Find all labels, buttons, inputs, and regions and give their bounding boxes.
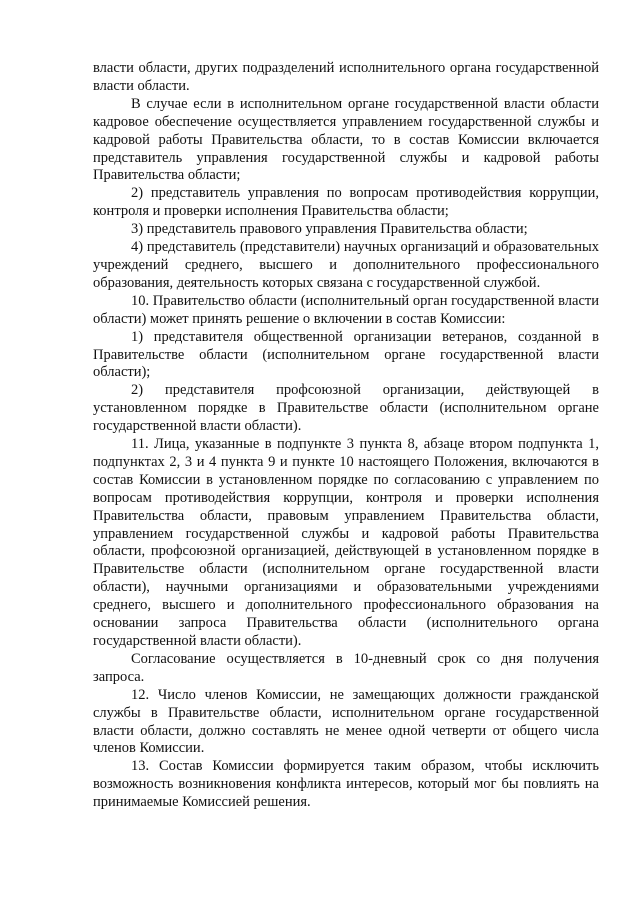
document-page <box>93 60 599 812</box>
paragraph-item-9-3: 3) представитель правового управления Правительства области; <box>131 221 528 238</box>
paragraph-hr-case: В случае если в исполнительном органе государственной власти области кадровое обеспечение осуществляется управлением государственной службы и кадровой работы Правительства области, то в состав Комиссии включается представитель управления государственной службы и кадровой работы Правительства области; <box>93 95 599 184</box>
paragraph-item-9-4: 4) представитель (представители) научных организаций и образовательных учреждений среднего, высшего и дополнительного профессионального образования, деятельность которых связана с государственной службой. <box>93 239 599 291</box>
paragraph-item-10-1: 1) представителя общественной организации ветеранов, созданной в Правительстве области (исполнительном органе государственной власти области); <box>93 328 599 381</box>
paragraph-approval-term: Согласование осуществляется в 10-дневный срок со дня получения запроса. <box>93 650 599 685</box>
paragraph-item-9-2: 2) представитель управления по вопросам противодействия коррупции, контроля и проверки исполнения Правительства области; <box>93 185 599 220</box>
paragraph-clause-11: 11. Лица, указанные в подпункте 3 пункта 8, абзаце втором подпункта 1, подпунктах 2, 3 и 4 пункта 9 и пункте 10 настоящего Положения, включаются в состав Комиссии в установленном порядке по согласованию с управлением по вопросам противодействия коррупции, контроля и проверки исполнения Правительства области, правовым управлением Правительства области, управлением государственной службы и кадровой работы Правительства области, профсоюзной организацией, действующей в установленном порядке в Правительстве области (исполнительном органе государственной власти области), научными организациями и образовательными учреждениями среднего, высшего и дополнительного профессионального образования на основании запроса Правительства области (исполнительного органа государственной власти области). <box>93 436 599 649</box>
paragraph-clause-10: 10. Правительство области (исполнительный орган государственной власти области) может принять решение о включении в состав Комиссии: <box>93 292 599 327</box>
paragraph-clause-12: 12. Число членов Комиссии, не замещающих должности гражданской службы в Правительстве области, исполнительном органе государственной власти области, должно составлять не менее одной четверти от общего числа членов Комиссии. <box>93 686 599 757</box>
paragraph-continuation: власти области, других подразделений исполнительного органа государственной власти области. <box>93 60 599 94</box>
paragraph-clause-13: 13. Состав Комиссии формируется таким образом, чтобы исключить возможность возникновения конфликта интересов, который мог бы повлиять на принимаемые Комиссией решения. <box>93 758 599 811</box>
paragraph-item-10-2: 2) представителя профсоюзной организации, действующей в установленном порядке в Правительстве области (исполнительном органе государственной власти области). <box>93 382 599 435</box>
